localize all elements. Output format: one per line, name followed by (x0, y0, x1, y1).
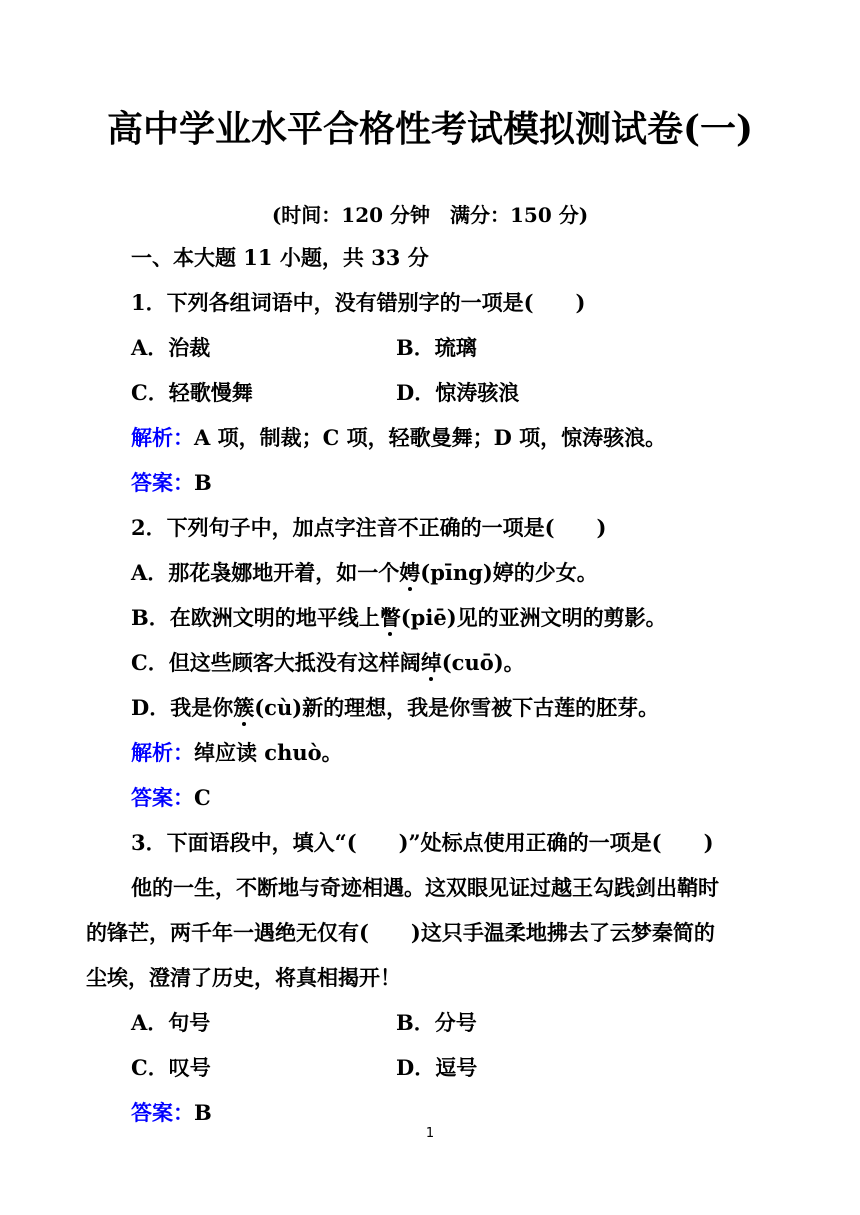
explanation-label: 解析： (131, 425, 194, 450)
q2-c-pre: C．但这些顾客大抵没有这样阔 (131, 650, 421, 675)
question-3-passage-line-1: 他的一生，不断地与奇迹相遇。这双眼见证过越王勾践剑出鞘时 (131, 875, 719, 900)
question-2-option-b (131, 603, 667, 633)
question-2-option-a (131, 558, 598, 588)
exam-meta: (时间：120 分钟 满分：150 分) (271, 203, 589, 227)
q2-c-post: (cuō)。 (441, 650, 525, 675)
question-1-answer (131, 468, 212, 498)
page-number: 1 (425, 1126, 435, 1141)
question-2-answer (131, 783, 211, 813)
question-1-explanation (131, 423, 666, 453)
answer-value: C (194, 785, 211, 810)
question-1-option-b (396, 333, 477, 363)
q2-c-dotted-char: 绰 (421, 648, 442, 678)
answer-label: 答案： (131, 470, 194, 495)
q2-a-pre: A．那花袅娜地开着，如一个 (131, 560, 400, 585)
question-1-stem: 1．下列各组词语中，没有错别字的一项是( ) (131, 290, 586, 315)
question-1-option-a (131, 333, 210, 363)
question-3-option-a: A．句号 (131, 1010, 211, 1035)
question-2-stem: 2．下列句子中，加点字注音不正确的一项是( ) (131, 515, 607, 540)
answer-value: B (194, 470, 212, 495)
explanation-label: 解析： (131, 740, 194, 765)
explanation-text: 绰应读 chuò。 (194, 740, 343, 765)
q1-a-text: A．治裁 (131, 335, 211, 360)
question-3-option-b: B．分号 (396, 1010, 477, 1035)
q2-b-pre: B．在欧洲文明的地平线上 (131, 605, 380, 630)
question-3-passage-line-3: 尘埃，澄清了历史，将真相揭开！ (86, 965, 401, 990)
q1-d-text: D．惊涛骇浪 (396, 380, 520, 405)
section-heading: 一、本大题 11 小题，共 33 分 (131, 245, 429, 270)
question-3-passage-line-2: 的锋芒，两千年一遇绝无仅有( )这只手温柔地拂去了云梦秦简的 (86, 920, 715, 945)
answer-value: B (194, 1100, 212, 1125)
answer-label: 答案： (131, 1100, 194, 1125)
q2-d-pre: D．我是你 (131, 695, 234, 720)
q2-d-dotted-char: 簇 (233, 693, 254, 723)
document-title: 高中学业水平合格性考试模拟测试卷(一) (106, 108, 754, 150)
q2-b-post: (piē)见的亚洲文明的剪影。 (400, 605, 667, 630)
q1-c-text: C．轻歌慢舞 (131, 380, 253, 405)
question-3-option-d: D．逗号 (396, 1055, 478, 1080)
q2-b-dotted-char: 瞥 (380, 603, 401, 633)
question-2-option-d (131, 693, 659, 723)
explanation-text: A 项，制裁；C 项，轻歌曼舞；D 项，惊涛骇浪。 (194, 425, 667, 450)
question-2-option-c (131, 648, 525, 678)
question-3-option-c: C．叹号 (131, 1055, 211, 1080)
q1-b-text: B．琉璃 (396, 335, 477, 360)
answer-label: 答案： (131, 785, 194, 810)
question-1-option-d (396, 378, 519, 408)
q2-d-post: (cù)新的理想，我是你雪被下古莲的胚芽。 (254, 695, 660, 720)
question-3-stem: 3．下面语段中，填入“( )”处标点使用正确的一项是( ) (131, 830, 714, 855)
q2-a-dotted-char: 娉 (399, 558, 420, 588)
question-3-answer (131, 1098, 212, 1128)
question-1-option-c (131, 378, 253, 408)
question-2-explanation (131, 738, 343, 768)
q2-a-post: (pīng)婷的少女。 (420, 560, 598, 585)
